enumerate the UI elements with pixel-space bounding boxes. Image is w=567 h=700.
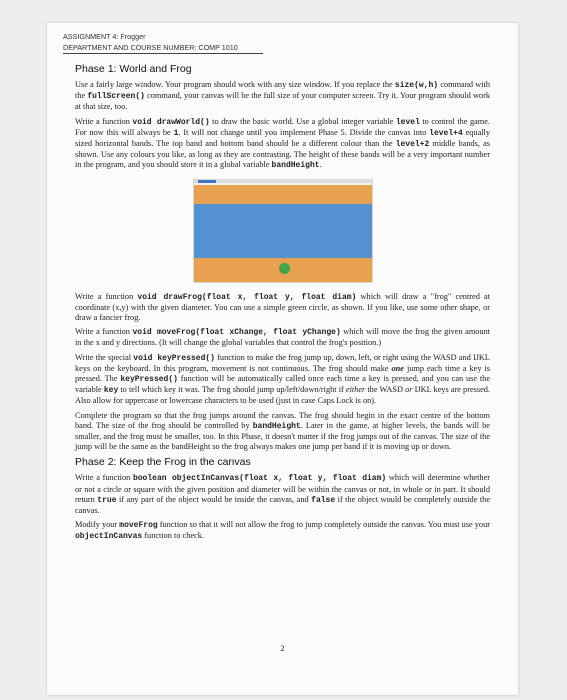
- text: function to check.: [142, 531, 204, 541]
- text: . Later in the game, at higher levels, the bands will be smaller, and the frog must be smaller, too. In this Phase, it doesn't matter if the frog jumps out of the canvas. The size of the jump will be the same as the bandHeight so the frog always makes one jump per band if it is moving up or down.: [75, 420, 490, 452]
- phase2-heading: Phase 2: Keep the Frog in the canvas: [75, 456, 251, 469]
- code-bandheight-ref: bandHeight: [252, 421, 301, 431]
- text: to draw the basic world. Use a global integer variable: [209, 116, 396, 126]
- text: Write a function: [75, 116, 133, 126]
- code-drawworld: void drawWorld(): [132, 117, 210, 127]
- department-line: DEPARTMENT AND COURSE NUMBER: COMP 1010: [63, 43, 238, 52]
- phase1-paragraph-window: [75, 80, 490, 113]
- text: jump each time a key is pressed. The: [75, 363, 490, 384]
- code-false: false: [311, 495, 336, 505]
- emphasis-one: one: [391, 363, 404, 373]
- text: to control the game. For now this will always be: [75, 116, 491, 137]
- code-size: size(w,h): [394, 81, 439, 90]
- text: command, your canvas will be the full size of your computer screen. Try it. Your program should work at that size, too.: [75, 91, 490, 112]
- code-level: level: [395, 117, 420, 127]
- document-page: [47, 23, 518, 695]
- world-figure: [193, 179, 373, 283]
- text: if any part of the object would be inside the canvas, and: [116, 494, 312, 504]
- phase2-paragraph-objectincanvas: [75, 473, 490, 516]
- code-objectincanvas-ref: objectInCanvas: [75, 532, 143, 542]
- document-header: [63, 31, 263, 54]
- code-movefrog: void moveFrog(float xChange, float yChange): [132, 328, 341, 338]
- text: Write a function: [75, 291, 138, 301]
- phase1-paragraph-keypressed: [75, 353, 490, 407]
- code-bandheight: bandHeight: [271, 161, 320, 171]
- text: .: [319, 160, 322, 170]
- text: Use a fairly large window. Your program should work with any size window. If you replace the: [75, 80, 395, 89]
- code-movefrog-ref: moveFrog: [119, 521, 158, 531]
- text: to tell which key it was. The frog should jump up/left/down/right if: [118, 385, 346, 395]
- document-body: [75, 63, 490, 547]
- figure-window-title-mark: [198, 180, 216, 183]
- code-fullscreen: fullScreen(): [87, 92, 145, 102]
- assignment-title: ASSIGNMENT 4: Frogger: [63, 32, 146, 41]
- emphasis-or: or: [405, 385, 413, 395]
- page-number: 2: [280, 643, 285, 653]
- header-rule: [63, 53, 263, 54]
- phase2-paragraph-modify: [75, 520, 490, 542]
- text: which will move the frog the given amount in the x and y directions. (It will change the global variables that control the frog's position.): [75, 327, 491, 348]
- figure-frog: [279, 263, 290, 274]
- code-key: key: [103, 386, 119, 396]
- emphasis-either: either: [345, 385, 366, 395]
- text: equally sized horizontal bands. The top band and bottom band should be a different colour than the: [75, 127, 491, 149]
- text: middle bands, as shown. Use any colours you like, as long as they are contrasting. The height of these bands will be a very important number in the program, and you should store it in a global variable: [75, 139, 491, 170]
- phase1-paragraph-drawfrog: [75, 292, 490, 324]
- code-keypressed-call: keyPressed(): [120, 375, 178, 385]
- code-one: 1: [173, 128, 179, 138]
- text: if the object would be completely outside the canvas.: [75, 494, 490, 516]
- code-drawfrog: void drawFrog(float x, float y, float diam): [137, 292, 357, 302]
- code-level-plus-2: level+2: [395, 140, 430, 150]
- figure-middle-bands: [194, 204, 372, 258]
- phase1-paragraph-drawworld: [75, 117, 490, 172]
- text: function so that it will not allow the frog to jump completely outside the canvas. You must use your: [157, 520, 490, 530]
- phase1-paragraph-movefrog: [75, 327, 490, 348]
- figure-window-titlebar: [194, 180, 372, 183]
- figure-top-band: [194, 185, 372, 204]
- text: function to make the frog jump up, down, left, or right using the WASD and IJKL keys on the keyboard. In this program, movement is not continuous. The frog should make: [75, 352, 490, 373]
- code-objectincanvas: boolean objectInCanvas(float x, float y, float diam): [132, 474, 387, 484]
- text: Write a function: [75, 473, 133, 483]
- text: Modify your: [75, 520, 120, 530]
- text: Write the special: [75, 352, 134, 362]
- text: command with the: [75, 80, 490, 101]
- text: Write a function: [75, 327, 133, 337]
- code-keypressed: void keyPressed(): [133, 353, 215, 363]
- text: Complete the program so that the frog jumps around the canvas. The frog should begin in the exact centre of the bottom band. The size of the frog should be controlled by: [75, 410, 490, 430]
- code-true: true: [97, 495, 117, 505]
- text: the WASD: [365, 385, 406, 395]
- text: . It will not change until you implement Phase 5. Divide the canvas into: [178, 127, 430, 137]
- text: IJKL keys are pressed. Also allow for uppercase or lowercase characters to be used (just in case Caps Lock is on).: [75, 385, 491, 406]
- phase1-heading: Phase 1: World and Frog: [75, 63, 192, 75]
- phase1-paragraph-complete: [75, 411, 490, 453]
- code-level-plus-4: level+4: [429, 128, 463, 138]
- text: function will be automatically called once each time a key is pressed, and you can use the variable: [75, 374, 490, 395]
- text: which will determine whether or not a circle or square with the given position and diameter will be within the canvas or not, in whole or in part. It should return: [75, 473, 491, 504]
- text: which will draw a "frog" centred at coordinate (x,y) with the given diameter. You can use a simple green circle, as shown. If you like, use some other shape, or draw a fancier frog.: [75, 291, 491, 323]
